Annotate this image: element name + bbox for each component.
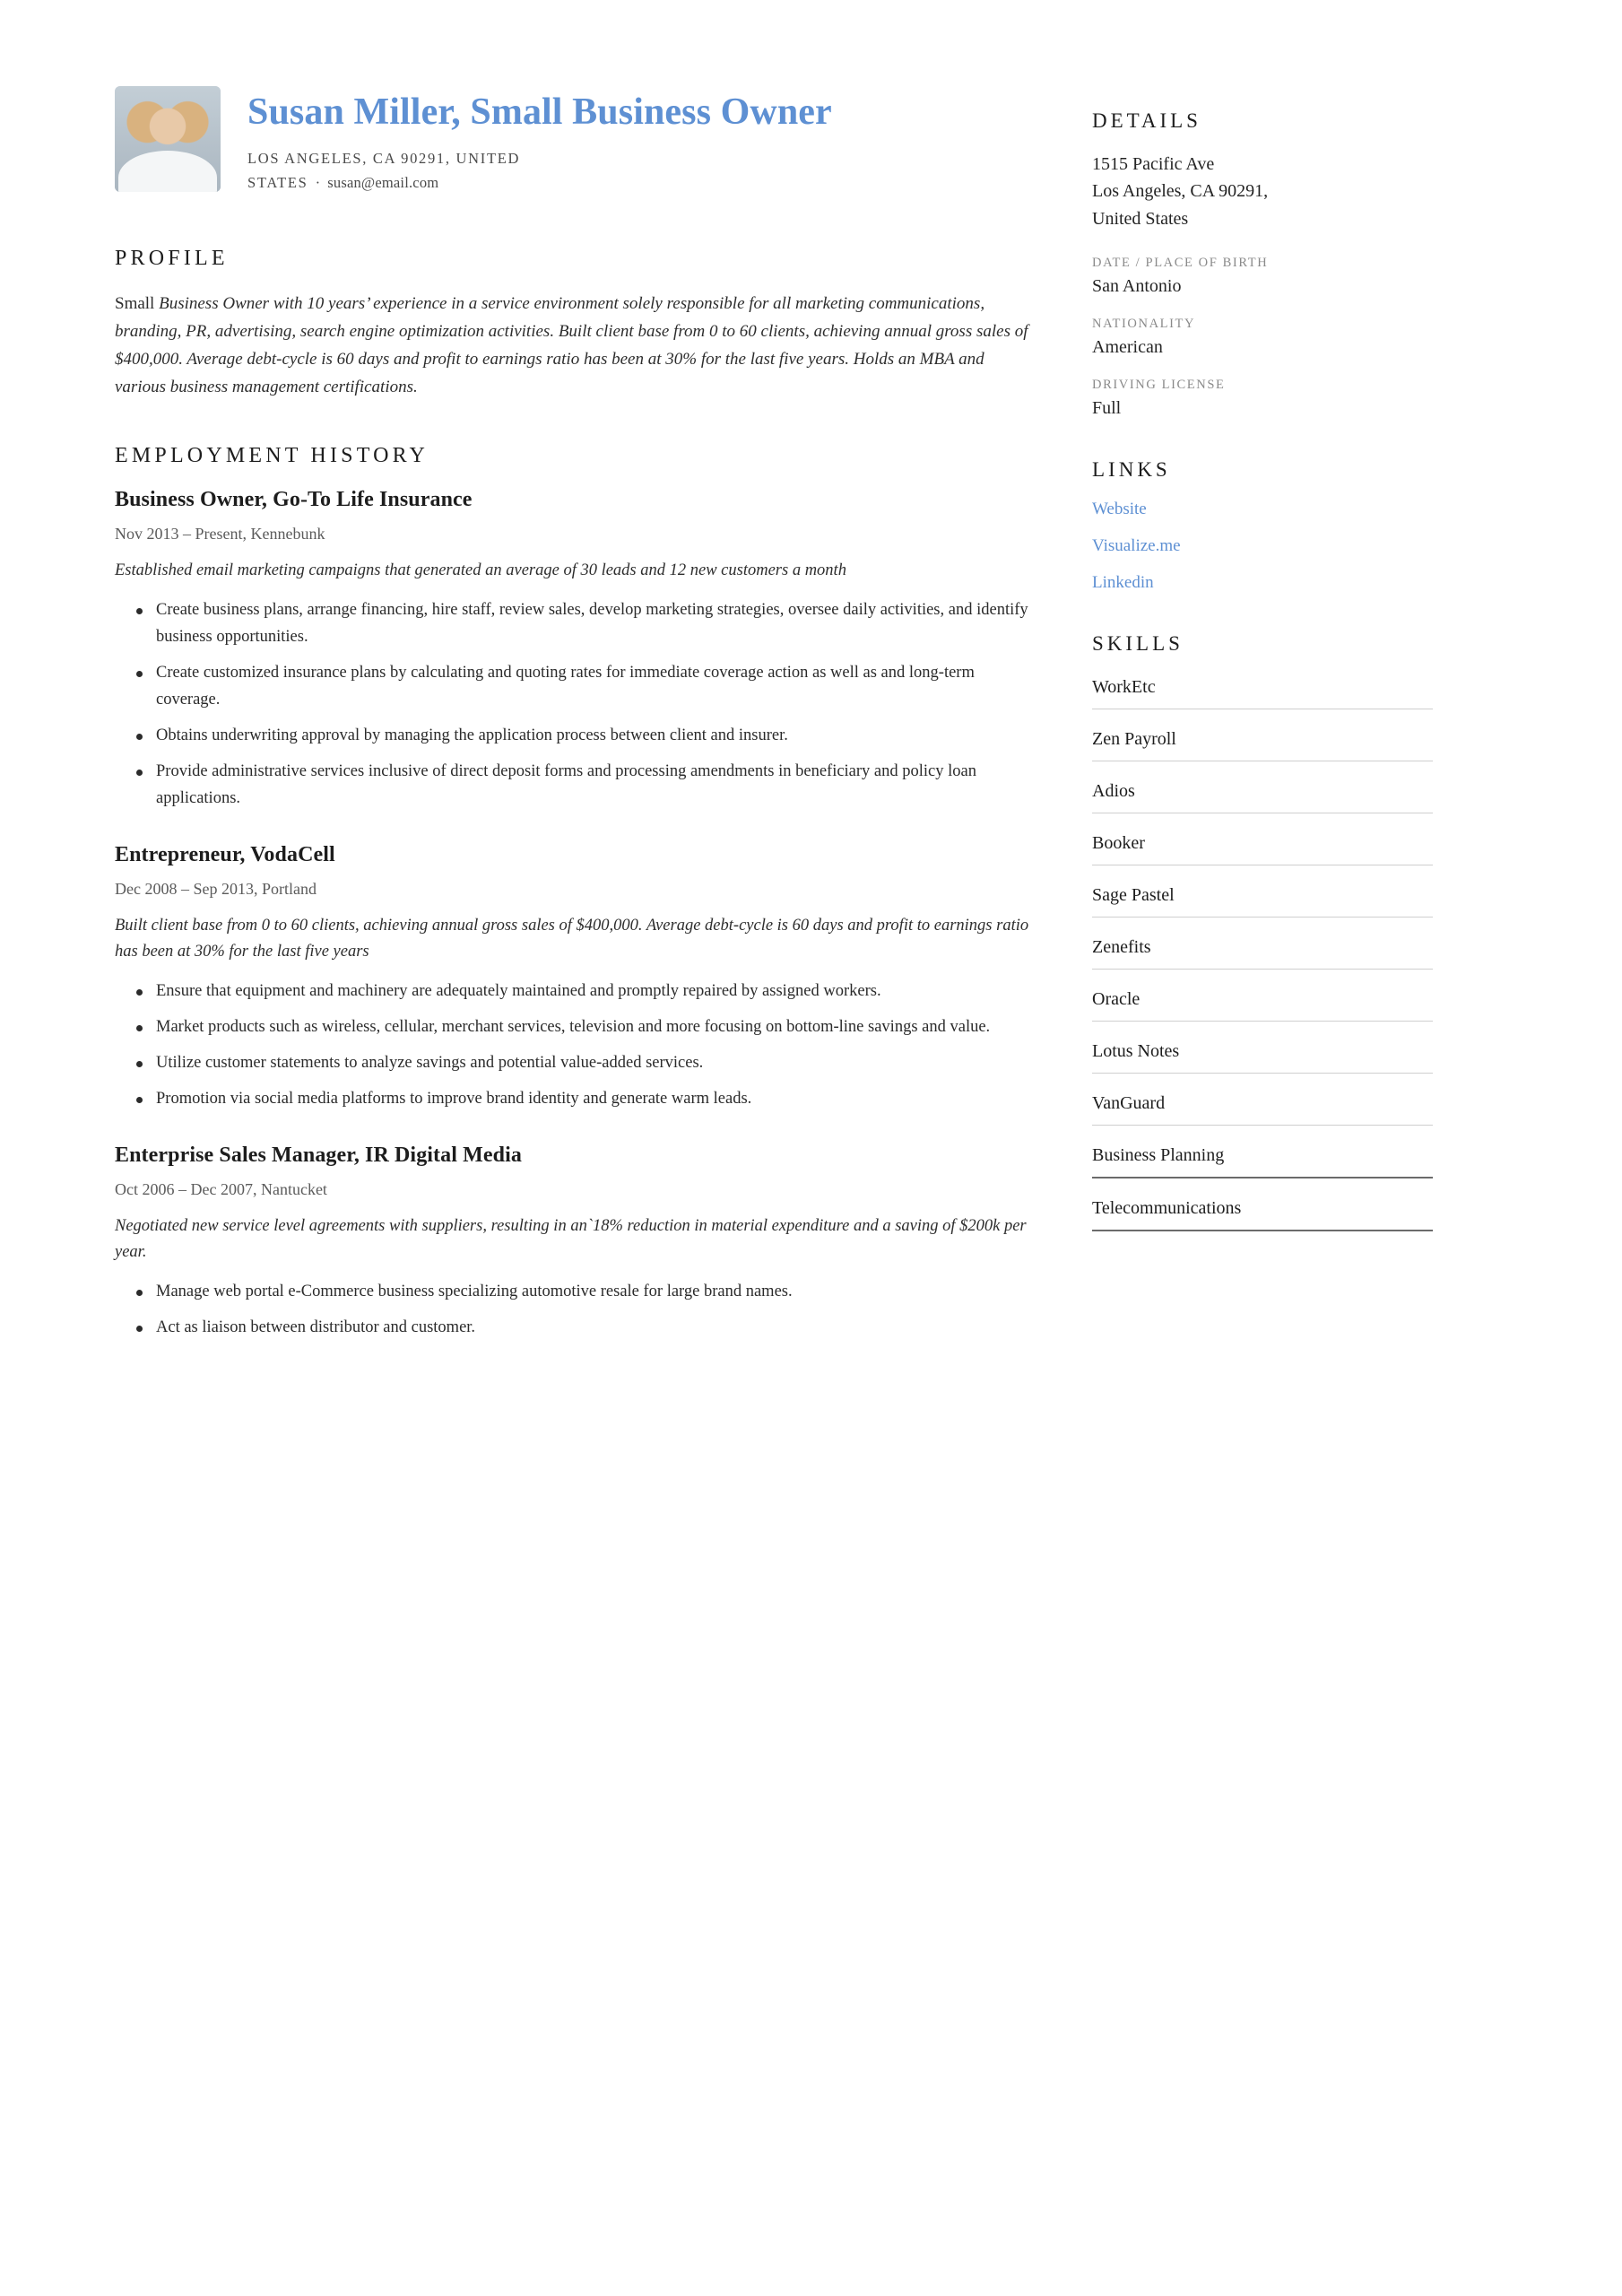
skill-item: Lotus Notes: [1092, 1038, 1433, 1074]
list-item: Utilize customer statements to analyze savings and potential value-added services.: [156, 1050, 1029, 1077]
job-summary: Built client base from 0 to 60 clients, achieving annual gross sales of $400,000. Average debt-cycle is 60 days and profit to earnings ratio has been at 30% for the last five years: [115, 916, 1029, 961]
list-item: Promotion via social media platforms to improve brand identity and generate warm leads.: [156, 1086, 1029, 1113]
list-item: Act as liaison between distributor and customer.: [156, 1315, 1029, 1342]
job-bullets: [115, 978, 1029, 1113]
address: [1092, 151, 1433, 232]
profile-text: [115, 291, 1029, 401]
contact-location: LOS ANGELES, CA 90291, UNITED STATES: [247, 149, 521, 191]
skill-item: Adios: [1092, 778, 1433, 813]
resume-header: [115, 86, 1029, 195]
employment-heading: EMPLOYMENT HISTORY: [115, 444, 429, 468]
details-section: [1092, 109, 1433, 419]
detail-value-birth: San Antonio: [1092, 276, 1182, 297]
job-meta: Nov 2013 – Present, Kennebunk: [115, 525, 325, 544]
page-title: Susan Miller, Small Business Owner: [247, 91, 832, 133]
skill-item: Booker: [1092, 830, 1433, 865]
detail-value-license: Full: [1092, 398, 1122, 419]
skill-item: Telecommunications: [1092, 1195, 1433, 1231]
list-item: Create business plans, arrange financing, hire staff, review sales, develop marketing strategies, oversee daily activities, and identify business opportunities.: [156, 597, 1029, 651]
skill-item: Sage Pastel: [1092, 882, 1433, 918]
skill-item: Zenefits: [1092, 934, 1433, 970]
list-item: Create customized insurance plans by calculating and quoting rates for immediate coverage action as well as and long-term coverage.: [156, 660, 1029, 714]
link-linkedin[interactable]: Linkedin: [1092, 573, 1154, 593]
main-column: [115, 86, 1092, 1385]
list-item: Manage web portal e-Commerce business specializing automotive resale for large brand names.: [156, 1279, 1029, 1306]
profile-lead: Small: [115, 294, 155, 314]
job-meta: Oct 2006 – Dec 2007, Nantucket: [115, 1179, 327, 1198]
job-entry: [115, 843, 1029, 1113]
job-bullets: [115, 1279, 1029, 1342]
contact-line: [247, 147, 669, 195]
skills-section: [1092, 632, 1433, 1231]
job-title: Enterprise Sales Manager, IR Digital Media: [115, 1143, 522, 1167]
list-item: Ensure that equipment and machinery are adequately maintained and promptly repaired by assigned workers.: [156, 978, 1029, 1005]
detail-label-birth: DATE / PLACE OF BIRTH: [1092, 256, 1269, 271]
link-visualize[interactable]: Visualize.me: [1092, 536, 1181, 556]
contact-email[interactable]: susan@email.com: [327, 173, 439, 191]
contact-separator: ·: [315, 173, 321, 191]
detail-label-license: DRIVING LICENSE: [1092, 378, 1226, 393]
profile-heading: PROFILE: [115, 247, 229, 271]
skill-item: Business Planning: [1092, 1142, 1433, 1178]
resume-layout: [115, 86, 1522, 1385]
job-entry: [115, 488, 1029, 812]
skill-item: VanGuard: [1092, 1090, 1433, 1126]
job-bullets: [115, 597, 1029, 813]
job-entry: [115, 1144, 1029, 1342]
list-item: Market products such as wireless, cellular, merchant services, television and more focusing on bottom-line savings and value.: [156, 1014, 1029, 1041]
link-website[interactable]: Website: [1092, 500, 1147, 519]
list-item: Obtains underwriting approval by managing the application process between client and insurer.: [156, 723, 1029, 750]
job-meta: Dec 2008 – Sep 2013, Portland: [115, 879, 317, 898]
employment-section: [115, 444, 1029, 1342]
skills-heading: SKILLS: [1092, 632, 1184, 656]
address-line: United States: [1092, 208, 1189, 229]
job-summary: Established email marketing campaigns that generated an average of 30 leads and 12 new customers a month: [115, 561, 846, 580]
avatar: [115, 86, 221, 192]
links-heading: LINKS: [1092, 458, 1171, 482]
list-item: Provide administrative services inclusive of direct deposit forms and processing amendments in beneficiary and policy loan applications.: [156, 759, 1029, 813]
skill-item: Zen Payroll: [1092, 726, 1433, 761]
job-title: Entrepreneur, VodaCell: [115, 842, 335, 866]
job-summary: Negotiated new service level agreements with suppliers, resulting in an`18% reduction in material expenditure and a saving of $200k per year.: [115, 1216, 1027, 1262]
skill-item: Oracle: [1092, 986, 1433, 1022]
detail-value-nationality: American: [1092, 337, 1163, 358]
header-text: [247, 86, 832, 195]
skill-item: WorkEtc: [1092, 674, 1433, 709]
sidebar: [1092, 86, 1433, 1271]
address-line: Los Angeles, CA 90291,: [1092, 181, 1269, 202]
detail-label-nationality: NATIONALITY: [1092, 317, 1196, 332]
details-heading: DETAILS: [1092, 109, 1201, 132]
profile-body: Business Owner with 10 years’ experience in a service environment solely responsible for all marketing communications, branding, PR, advertising, search engine optimization activities. Built client base from 0 to 60 clients, achieving annual gross sales of $400,000. Average debt-cycle is 60 days and profit to earnings ratio has been at 30% for the last five years. Holds an MBA and various business management certifications.: [115, 294, 1028, 396]
job-title: Business Owner, Go-To Life Insurance: [115, 488, 473, 512]
links-section: [1092, 458, 1433, 593]
profile-section: [115, 247, 1029, 401]
address-line: 1515 Pacific Ave: [1092, 154, 1215, 174]
